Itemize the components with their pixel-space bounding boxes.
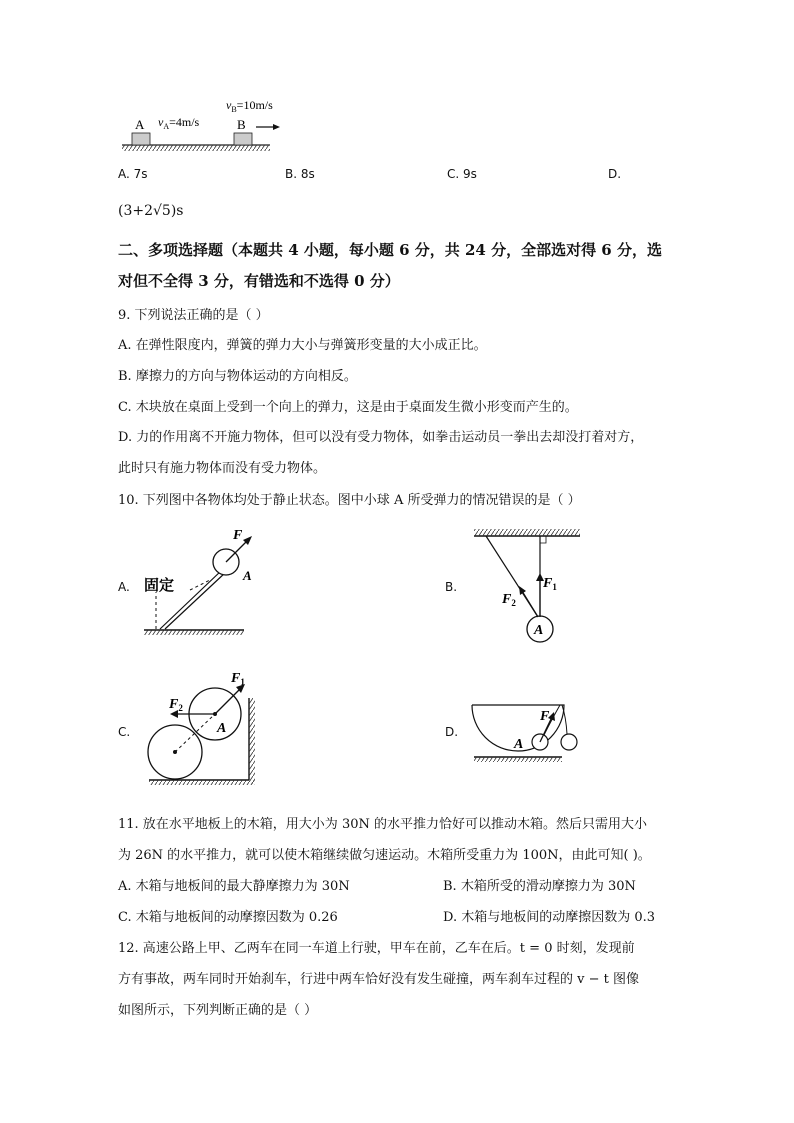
- q8-vb-symbol: v: [226, 98, 232, 112]
- q8-va-symbol: v: [158, 115, 164, 129]
- q8-option-b[interactable]: B. 8s: [285, 167, 315, 181]
- q9-option-b[interactable]: B. 摩擦力的方向与物体运动的方向相反。: [118, 369, 357, 384]
- svg-text:F1: [230, 671, 245, 687]
- q8-vb-sub: B: [231, 105, 237, 114]
- svg-text:F2: [501, 592, 516, 608]
- q10-option-d[interactable]: D.: [445, 725, 459, 739]
- q10c-f2-sub: 2: [178, 703, 183, 713]
- q8-va-sub: A: [163, 122, 170, 131]
- q12-stem-line1: 12. 高速公路上甲、乙两车在同一车道上行驶，甲车在前，乙车在后。t = 0 时刻，发现前: [118, 941, 635, 956]
- q12-stem-line2: 方有事故，两车同时开始刹车，行进中两车恰好没有发生碰撞，两车刹车过程的 v − t 图像: [118, 972, 639, 987]
- q11-option-b[interactable]: B. 木箱所受的滑动摩擦力为 30N: [443, 879, 636, 894]
- q10-figure-b: [470, 525, 585, 645]
- q10c-ball-label: A: [217, 721, 227, 736]
- q8-va-value: =4m/s: [169, 115, 200, 129]
- q10-stem: 10. 下列图中各物体均处于静止状态。图中小球 A 所受弹力的情况错误的是（ ）: [118, 493, 581, 508]
- q11-option-a[interactable]: A. 木箱与地板间的最大静摩擦力为 30N: [118, 879, 350, 894]
- q10d-ball-2: [561, 734, 577, 750]
- q8-figure: [118, 95, 288, 157]
- q11-stem-line2: 为 26N 的水平推力，就可以使木箱继续做匀速运动。木箱所受重力为 100N，由此可知( )。: [118, 848, 651, 863]
- q10b-f2-sub: 2: [511, 598, 516, 608]
- svg-text:vA=4m/s: [158, 115, 200, 131]
- q10a-ball-label: A: [243, 568, 252, 583]
- q10b-f2-arrow: [522, 591, 538, 617]
- q9-stem: 9. 下列说法正确的是（ ）: [118, 308, 269, 323]
- q10a-force-label: F: [233, 528, 243, 543]
- q10b-f2-label: F: [502, 592, 512, 607]
- q10-option-c[interactable]: C.: [118, 725, 131, 739]
- q8-option-a[interactable]: A. 7s: [118, 167, 148, 181]
- q8-option-d[interactable]: D.: [608, 167, 622, 181]
- section2-heading-line2: 对但不全得 3 分，有错选和不选得 0 分）: [118, 272, 400, 290]
- section2-heading-line1: 二、多项选择题（本题共 4 小题，每小题 6 分，共 24 分，全部选对得 6 分，选: [118, 241, 662, 259]
- q8-label-a: A: [135, 117, 145, 132]
- q10-option-b[interactable]: B.: [445, 580, 458, 594]
- q8-label-b: B: [237, 117, 246, 132]
- q10a-fixed-label: 固定: [144, 578, 175, 594]
- q8-block-b: [234, 133, 252, 145]
- q8-block-a: [132, 133, 150, 145]
- q10-figure-a: [140, 522, 255, 642]
- q10b-ball-label: A: [534, 623, 544, 638]
- q10d-force-label: F: [540, 709, 550, 724]
- q9-option-c[interactable]: C. 木块放在桌面上受到一个向上的弹力，这是由于桌面发生微小形变而产生的。: [118, 400, 578, 415]
- q10b-f1-sub: 1: [552, 582, 557, 592]
- q9-option-a[interactable]: A. 在弹性限度内，弹簧的弹力大小与弹簧形变量的大小成正比。: [118, 338, 487, 353]
- q10-figure-c: [145, 668, 260, 788]
- q10-figure-d: [470, 695, 585, 770]
- q11-stem-line1: 11. 放在水平地板上的木箱，用大小为 30N 的水平推力恰好可以推动木箱。然后只需用大小: [118, 817, 647, 832]
- q11-option-d[interactable]: D. 木箱与地板间的动摩擦因数为 0.3: [443, 910, 656, 925]
- svg-text:vB=10m/s: [226, 98, 273, 114]
- q8-option-c[interactable]: C. 9s: [447, 167, 477, 181]
- q12-stem-line3: 如图所示，下列判断正确的是（ ）: [118, 1003, 318, 1018]
- q10c-f1-label: F: [231, 671, 241, 686]
- q10c-f2-label: F: [169, 697, 179, 712]
- q10b-f1-label: F: [543, 576, 553, 591]
- q10d-ball-label: A: [514, 737, 524, 752]
- q10c-f1-sub: 1: [240, 677, 245, 687]
- svg-text:F2: [168, 697, 183, 713]
- q9-option-d-cont: 此时只有施力物体而没有受力物体。: [118, 461, 327, 476]
- q11-option-c[interactable]: C. 木箱与地板间的动摩擦因数为 0.26: [118, 910, 338, 925]
- q9-option-d[interactable]: D. 力的作用离不开施力物体，但可以没有受力物体，如拳击运动员一拳出去却没打着对方，: [118, 430, 644, 445]
- q8-vb-value: =10m/s: [236, 98, 273, 112]
- q8-option-d-value: (3+2√5)s: [118, 203, 184, 219]
- svg-text:F1: [542, 576, 557, 592]
- q10-option-a[interactable]: A.: [118, 580, 130, 594]
